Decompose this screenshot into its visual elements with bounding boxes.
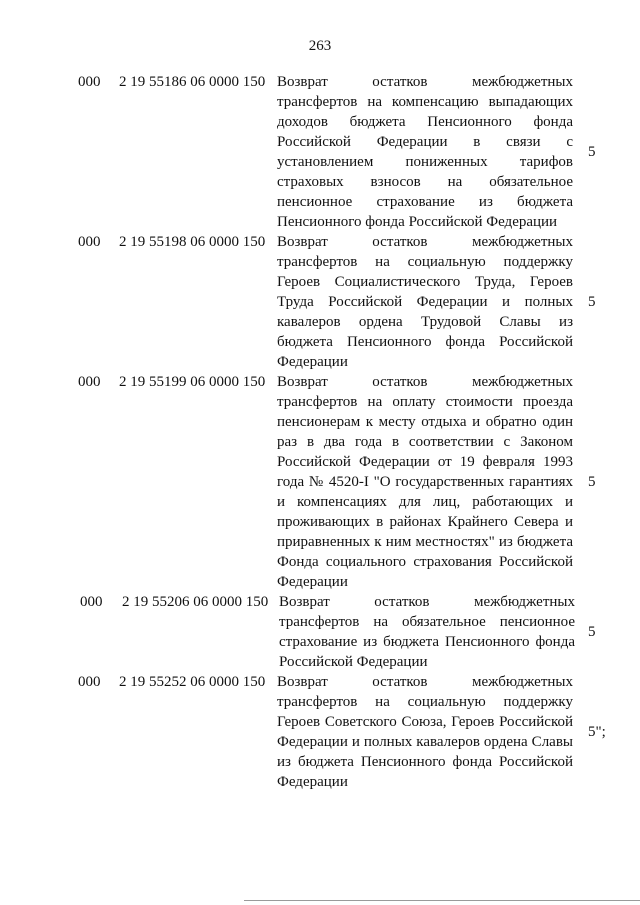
income-description: Возврат остатков межбюджетных трансфертов на компенсацию выпадающих доходов бюджета Пенсионного фонда Российской Федерации в связи с установлением пониженных тарифов страховых взносов на обязательное пенсионное страхование из бюджета Пенсионного фонда Российской Федерации: [277, 74, 573, 230]
allocation-rate: 5";: [588, 724, 606, 740]
allocation-rate: 5: [588, 624, 596, 640]
income-description: Возврат остатков межбюджетных трансфертов на оплату стоимости проезда пенсионерам к месту отдыха и обратно один раз в два года в соответствии с Законом Российской Федерации от 19 февраля 1993 года № 4520-I "О государственных гарантиях и компенсациях для лиц, работающих и проживающих в районах Крайнего Севера и приравненных к ним местностях" из бюджета Фонда социального страхования Российской Федерации: [277, 374, 573, 590]
admin-code: 000: [78, 674, 101, 690]
income-description: Возврат остатков межбюджетных трансфертов на обязательное пенсионное страхование из бюджета Пенсионного фонда Российской Федерации: [279, 594, 575, 670]
table-row: [0, 672, 640, 792]
allocation-rate: 5: [588, 474, 596, 490]
budget-classification-code: 2 19 55186 06 0000 150: [119, 74, 266, 90]
page-number: 263: [308, 38, 332, 54]
budget-classification-code: 2 19 55252 06 0000 150: [119, 674, 266, 690]
table-row: [0, 72, 640, 232]
budget-classification-code: 2 19 55199 06 0000 150: [119, 374, 266, 390]
scan-edge-line: [244, 900, 640, 901]
income-description: Возврат остатков межбюджетных трансфертов на социальную поддержку Героев Советского Союза, Героев Российской Федерации и полных кавалеров ордена Славы из бюджета Пенсионного фонда Российской Федерации: [277, 674, 573, 790]
admin-code: 000: [78, 374, 101, 390]
admin-code: 000: [78, 234, 101, 250]
allocation-rate: 5: [588, 144, 596, 160]
income-description: Возврат остатков межбюджетных трансфертов на социальную поддержку Героев Социалистического Труда, Героев Труда Российской Федерации и полных кавалеров ордена Трудовой Славы из бюджета Пенсионного фонда Российской Федерации: [277, 234, 573, 370]
table-row: [0, 592, 640, 672]
budget-code-table: [0, 72, 640, 792]
budget-classification-code: 2 19 55206 06 0000 150: [122, 594, 269, 610]
admin-code: 000: [78, 74, 101, 90]
table-row: [0, 372, 640, 592]
allocation-rate: 5: [588, 294, 596, 310]
budget-classification-code: 2 19 55198 06 0000 150: [119, 234, 266, 250]
table-row: [0, 232, 640, 372]
admin-code: 000: [80, 594, 103, 610]
